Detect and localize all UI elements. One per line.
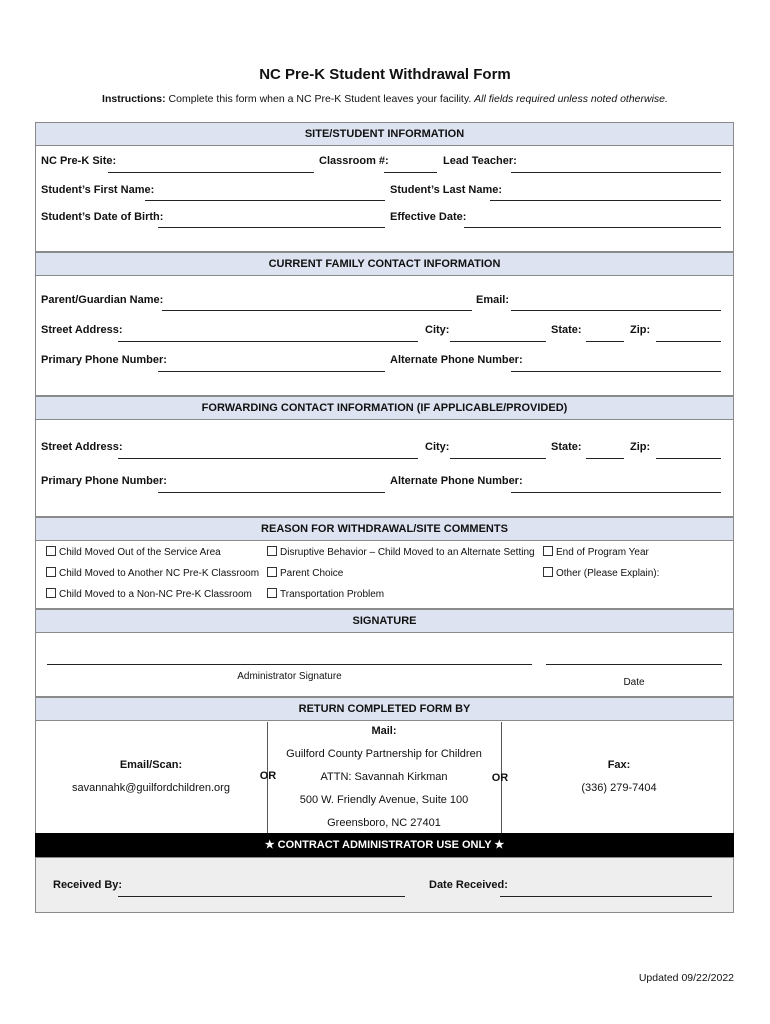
fwd-alt-phone-field[interactable] [511, 492, 721, 493]
mail-line: Guilford County Partnership for Children [286, 748, 482, 760]
checkbox-icon[interactable] [46, 567, 56, 577]
updated-date: Updated 09/22/2022 [638, 972, 734, 984]
lead-teacher-label: Lead Teacher: [443, 155, 517, 167]
fwd-city-field[interactable] [450, 458, 546, 459]
fwd-state-label: State: [551, 441, 582, 453]
alt-phone-label: Alternate Phone Number: [390, 354, 523, 366]
signature-header: SIGNATURE [36, 610, 733, 633]
fwd-alt-phone-label: Alternate Phone Number: [390, 475, 523, 487]
classroom-field[interactable] [384, 172, 437, 173]
street-field[interactable] [118, 341, 418, 342]
instructions-label: Instructions: [102, 93, 166, 105]
effective-date-label: Effective Date: [390, 211, 467, 223]
reason-checkbox[interactable]: Transportation Problem [267, 588, 384, 600]
dob-field[interactable] [158, 227, 385, 228]
mail-line: ATTN: Savannah Kirkman [320, 771, 448, 783]
fwd-street-label: Street Address: [41, 441, 123, 453]
date-received-field[interactable] [500, 896, 712, 897]
site-field[interactable] [108, 172, 314, 173]
fwd-primary-phone-field[interactable] [158, 492, 385, 493]
effective-date-field[interactable] [464, 227, 721, 228]
mail-label: Mail: [371, 725, 397, 737]
return-header: RETURN COMPLETED FORM BY [36, 698, 733, 721]
checkbox-icon[interactable] [267, 546, 277, 556]
fwd-street-field[interactable] [118, 458, 418, 459]
reason-checkbox[interactable]: Disruptive Behavior – Child Moved to an Alternate Setting [267, 546, 535, 558]
zip-label: Zip: [630, 324, 651, 336]
fwd-state-field[interactable] [586, 458, 624, 459]
checkbox-icon[interactable] [46, 546, 56, 556]
received-by-field[interactable] [118, 896, 405, 897]
mail-line: 500 W. Friendly Avenue, Suite 100 [299, 794, 469, 806]
fwd-zip-label: Zip: [630, 441, 651, 453]
checkbox-icon[interactable] [267, 588, 277, 598]
signature-date-label: Date [623, 677, 645, 688]
city-label: City: [425, 324, 450, 336]
checkbox-icon[interactable] [267, 567, 277, 577]
fwd-zip-field[interactable] [656, 458, 721, 459]
first-name-label: Student’s First Name: [41, 184, 155, 196]
contract-header: ★ CONTRACT ADMINISTRATOR USE ONLY ★ [35, 833, 734, 857]
classroom-label: Classroom #: [319, 155, 389, 167]
email-scan-label: Email/Scan: [119, 759, 183, 771]
state-field[interactable] [586, 341, 624, 342]
fwd-city-label: City: [425, 441, 450, 453]
reason-checkbox[interactable]: Child Moved to Another NC Pre-K Classroom [46, 567, 259, 579]
last-name-field[interactable] [490, 200, 721, 201]
checkbox-icon[interactable] [543, 567, 553, 577]
admin-signature-label: Administrator Signature [237, 671, 342, 682]
instructions [0, 93, 770, 105]
fax-label: Fax: [607, 759, 631, 771]
zip-field[interactable] [656, 341, 721, 342]
city-field[interactable] [450, 341, 546, 342]
email-label: Email: [476, 294, 510, 306]
reason-checkbox[interactable]: Other (Please Explain): [543, 567, 659, 579]
primary-phone-field[interactable] [158, 371, 385, 372]
family-contact-header: CURRENT FAMILY CONTACT INFORMATION [36, 253, 733, 276]
forwarding-contact-section [35, 396, 734, 517]
street-label: Street Address: [41, 324, 123, 336]
parent-label: Parent/Guardian Name: [41, 294, 164, 306]
alt-phone-field[interactable] [511, 371, 721, 372]
admin-signature-field[interactable] [47, 664, 532, 665]
date-received-label: Date Received: [429, 879, 508, 891]
reason-checkbox[interactable]: Child Moved to a Non-NC Pre-K Classroom [46, 588, 252, 600]
instructions-note: All fields required unless noted otherwise. [474, 93, 668, 105]
reasons-header: REASON FOR WITHDRAWAL/SITE COMMENTS [36, 518, 733, 541]
mail-line: Greensboro, NC 27401 [327, 817, 441, 829]
parent-field[interactable] [162, 310, 472, 311]
primary-phone-label: Primary Phone Number: [41, 354, 167, 366]
form-title: NC Pre-K Student Withdrawal Form [259, 66, 511, 83]
reason-checkbox[interactable]: Child Moved Out of the Service Area [46, 546, 221, 558]
first-name-field[interactable] [145, 200, 385, 201]
received-by-label: Received By: [53, 879, 123, 891]
state-label: State: [551, 324, 582, 336]
or-label-2: OR [491, 772, 509, 784]
signature-date-field[interactable] [546, 664, 722, 665]
contract-section [35, 857, 734, 913]
forwarding-contact-header: FORWARDING CONTACT INFORMATION (IF APPLICABLE/PROVIDED) [36, 397, 733, 420]
checkbox-icon[interactable] [543, 546, 553, 556]
fax-number: (336) 279-7404 [581, 782, 657, 794]
email-field[interactable] [511, 310, 721, 311]
instructions-text: Complete this form when a NC Pre-K Student leaves your facility. [165, 93, 475, 105]
return-email[interactable]: savannahk@guilfordchildren.org [72, 782, 230, 794]
last-name-label: Student’s Last Name: [390, 184, 503, 196]
reason-checkbox[interactable]: Parent Choice [267, 567, 343, 579]
fwd-primary-phone-label: Primary Phone Number: [41, 475, 167, 487]
or-label-1: OR [259, 770, 277, 782]
dob-label: Student’s Date of Birth: [41, 211, 164, 223]
checkbox-icon[interactable] [46, 588, 56, 598]
lead-teacher-field[interactable] [511, 172, 721, 173]
site-student-header: SITE/STUDENT INFORMATION [36, 123, 733, 146]
reason-checkbox[interactable]: End of Program Year [543, 546, 649, 558]
site-label: NC Pre-K Site: [41, 155, 117, 167]
